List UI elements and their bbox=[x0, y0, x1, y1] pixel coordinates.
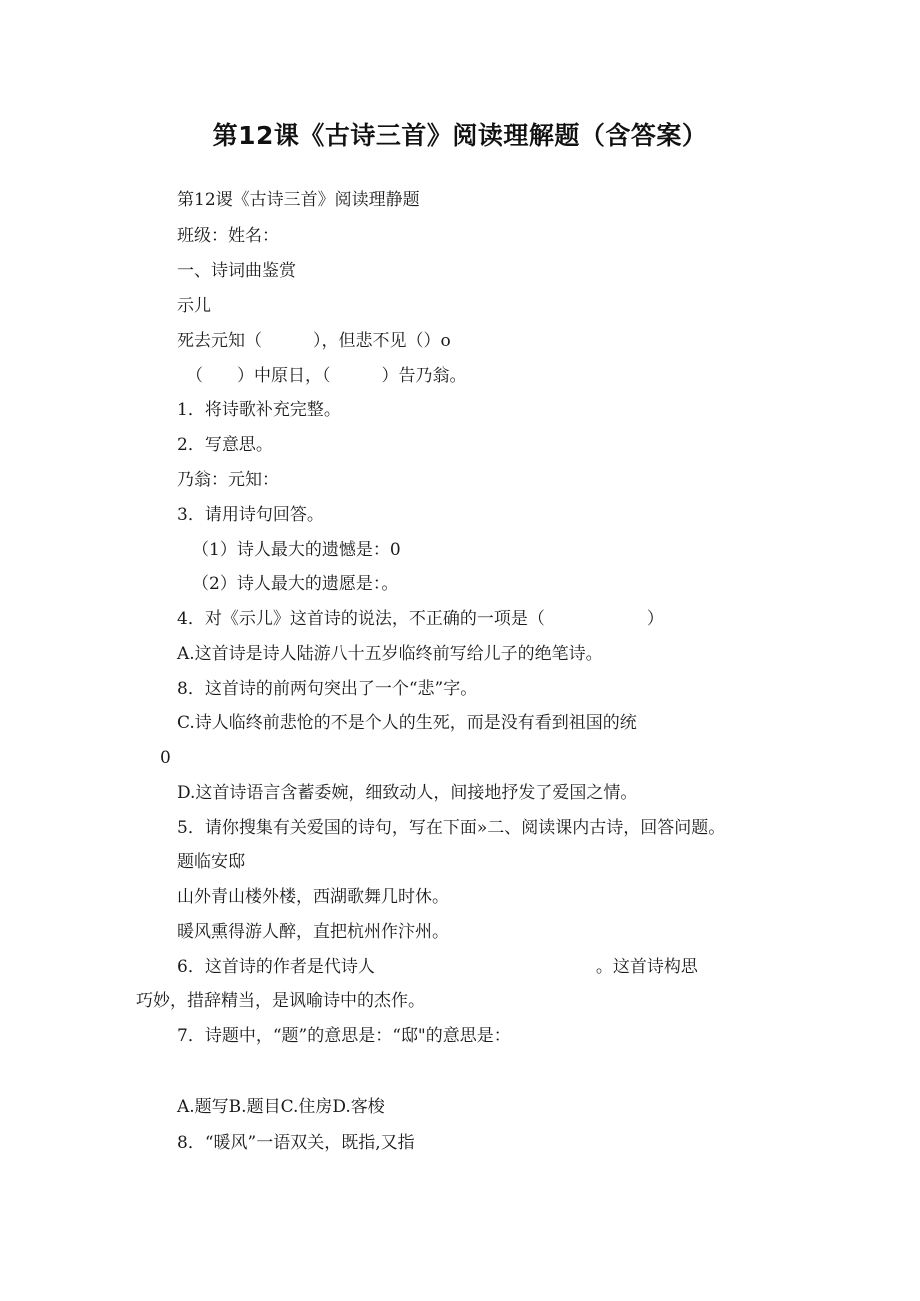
question-7-options: A.题写B.题目C.住房D.客梭 bbox=[177, 1097, 385, 1117]
question-3: 3．请用诗句回答。 bbox=[177, 505, 324, 525]
question-5: 5．请你搜集有关爱国的诗句，写在下面»二、阅读课内古诗，回答问题。 bbox=[177, 818, 726, 838]
poem-line-1: 死去元知（ ），但悲不见（）o bbox=[177, 331, 451, 351]
option-a: A.这首诗是诗人陆游八十五岁临终前写给儿子的绝笔诗。 bbox=[177, 644, 603, 664]
question-3-part-1: （1）诗人最大的遗憾是：0 bbox=[192, 540, 401, 560]
question-2: 2．写意思。 bbox=[177, 435, 273, 455]
question-1: 1．将诗歌补充完整。 bbox=[177, 400, 341, 420]
poem2-line-1: 山外青山楼外楼，西湖歌舞几时休。 bbox=[177, 887, 449, 907]
poem-title: 示儿 bbox=[177, 296, 211, 316]
subtitle-line: 第12谡《古诗三首》阅读理静题 bbox=[177, 190, 420, 210]
section-heading: 一、诗词曲鉴赏 bbox=[177, 261, 296, 281]
question-2-answer: 乃翁：元知： bbox=[177, 470, 279, 490]
poem2-line-2: 暖风熏得游人醉，直把杭州作汴州。 bbox=[177, 922, 449, 942]
question-7: 7．诗题中，“题”的意思是：“邸"的意思是： bbox=[177, 1026, 511, 1046]
poem-line-2: （ ）中原日，（ ）告乃翁。 bbox=[186, 366, 467, 386]
question-4: 4．对《示儿》这首诗的说法，不正确的一项是（ ） bbox=[177, 609, 664, 629]
option-d: D.这首诗语言含蓄委婉，细致动人，间接地抒发了爱国之情。 bbox=[177, 783, 638, 803]
question-3-part-2: （2）诗人最大的遗愿是：。 bbox=[192, 574, 399, 594]
question-6: 6．这首诗的作者是代诗人 。这首诗构思 bbox=[177, 957, 698, 977]
class-name-line: 班级：姓名： bbox=[177, 226, 279, 246]
option-b: 8．这首诗的前两句突出了一个“悲”字。 bbox=[177, 679, 478, 699]
document-title: 第12课《古诗三首》阅读理解题（含答案） bbox=[212, 121, 708, 150]
option-c: C.诗人临终前悲怆的不是个人的生死，而是没有看到祖国的统 bbox=[177, 713, 637, 733]
question-6-continued: 巧妙，措辞精当，是讽喻诗中的杰作。 bbox=[136, 991, 425, 1011]
question-8: 8．“暖风”一语双关，既指,又指 bbox=[177, 1133, 415, 1153]
poem2-title: 题临安邸 bbox=[177, 852, 245, 872]
option-c-continued: 0 bbox=[160, 748, 171, 768]
